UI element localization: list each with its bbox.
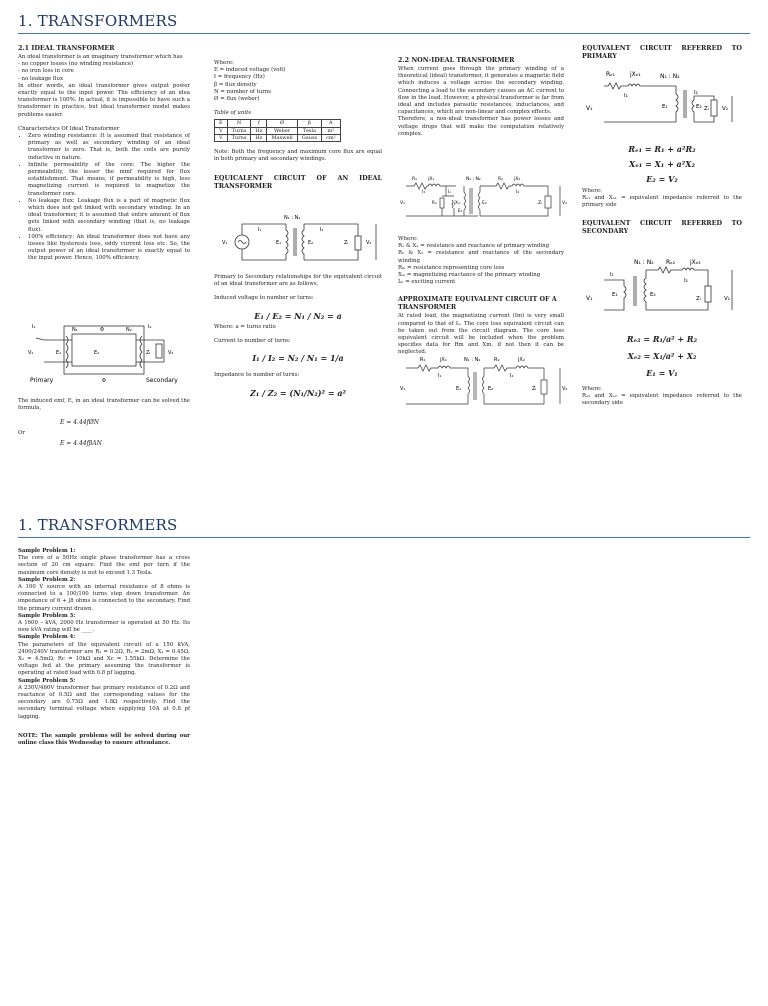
ideal-v1-label: V₁ <box>28 350 34 356</box>
emf-equation-1: E = 4.44fØN <box>60 419 99 427</box>
approx-e1-label: E₁ <box>456 386 462 392</box>
where-line: E = induced voltage (volt) <box>214 67 286 74</box>
ideal-n2-label: N₂ <box>126 327 132 333</box>
sample-problem <box>18 577 190 613</box>
ideal-v2-label: V₂ <box>168 350 174 356</box>
where-line: f = frequency (Hz) <box>214 74 265 81</box>
problem-title: Sample Problem 1: <box>18 548 76 554</box>
ref-primary-re1-label: Rₑ₁ <box>606 71 616 78</box>
title-rule <box>18 33 750 34</box>
emf-text: The induced emf, E, in an ideal transformer can be solved the formula, <box>18 398 190 412</box>
characteristic-item: • Infinite permeability of the core: The higher the permeability, the lesser the mmf required for flux establishment. That means, if permeability is high, less magnetizing current is required to magnetize the transformer core. <box>28 162 190 198</box>
ideal-intro-2: - no iron loss in core <box>18 68 74 75</box>
ideal-e2-label: E₂ <box>94 350 100 356</box>
ideal-intro-0: An ideal transformer is an imaginary transformer which has <box>18 54 183 60</box>
nonideal-where <box>398 236 564 357</box>
nonideal-where-line: Iₘ = exciting current <box>398 279 456 286</box>
nonideal-text: When current goes through the primary winding of a theoretical (ideal) transformer, it generates a magnetic field which induces a voltage across the secondary winding. Connecting a load to the secondary causes an AC current to flow in the load. However, a physical transformer is far from ideal and includes parasitic resistances, inductances, and capacitances, which are non-linear and complex effects. <box>398 66 564 116</box>
impedance-ratio-equation: Z₁ / Z₂ = (N₁/N₂)² = a² <box>249 387 347 398</box>
approx-circuit <box>398 352 566 412</box>
ref-secondary-where-text: Rₑ₂ and Xₑ₂ = equivalent impedance referred to the secondary side <box>582 392 742 407</box>
ref-primary-e2-label: E₂ <box>696 104 702 110</box>
ref-primary-v1-label: V₁ <box>586 105 593 112</box>
ref-secondary-jxe2-label: jXₑ₂ <box>690 259 701 266</box>
ref-primary-e1-label: E₁ <box>662 104 668 110</box>
units-cell: Hz <box>251 134 267 141</box>
problem-text: A 100 V source with an internal resistance of 8 ohms is connected to a 100/100 turns step down transformer. An impedance of 6 + j8 ohms is connected to the secondary. Find the primary current drawn. <box>18 584 190 612</box>
re2-equation: Rₑ₂ = R₁/a² + R₂ <box>626 334 698 344</box>
equiv-ideal-e2-label: E₂ <box>308 240 314 246</box>
units-cell: Tesla <box>297 127 321 134</box>
nonideal-i2-label: I₂ <box>516 190 520 195</box>
emf-equation-2: E = 4.44fβAN <box>60 439 102 447</box>
nonideal-v2-label: V₂ <box>562 201 567 206</box>
voltage-ratio-equation: E₁ / E₂ = N₁ / N₂ = a <box>254 310 342 321</box>
nonideal-e1-label: E₁ <box>458 208 463 213</box>
approx-r1-label: R₁ <box>420 357 426 363</box>
ref-secondary-v2-label: V₂ <box>724 296 730 302</box>
ideal-phi-label: Φ <box>100 327 104 333</box>
equiv-ideal-zl-label: Zₗ <box>344 240 349 246</box>
ref-secondary-equations <box>582 336 742 407</box>
ideal-primary-label: Primary <box>30 377 54 384</box>
sample-problem <box>18 548 190 577</box>
sample-problem <box>18 678 190 721</box>
ref-secondary-e2-label: E₂ <box>650 292 656 298</box>
ref-primary-circuit <box>584 66 742 132</box>
e2-v2-equation: E₂ = V₂ <box>646 174 678 185</box>
nonideal-zl-label: Zₗ <box>538 201 542 206</box>
problem-title: Sample Problem 3: <box>18 612 76 619</box>
heading-word: CIRCUIT <box>273 174 306 183</box>
ideal-zl-label: Zₗ <box>146 350 151 356</box>
approx-text: At rated load, the magnetizing current (Im) is very small compared to that of I₁. The core loss equivalent circuit can be taken out from the circuit diagram. The core loss equivalent circuit will be included when the problem specifies data for Rm and Xm, if not then it can be neglected. <box>398 313 564 356</box>
ref-secondary-i1-label: I₁ <box>610 272 614 278</box>
approx-jx1-label: jX₁ <box>440 357 447 363</box>
ref-primary-v2-label: V₂ <box>722 106 728 112</box>
table-row <box>215 127 341 134</box>
ideal-e1-label: E₁ <box>56 350 62 356</box>
nonideal-where-title: Where: <box>398 236 418 242</box>
ref-primary-zl-label: Zₗ <box>704 106 709 112</box>
heading-word: TO <box>731 44 742 52</box>
nonideal-where-line: R₂ & X₂ = resistance and reactance of the secondary winding <box>398 250 564 264</box>
nonideal-r1-label: R₁ <box>412 177 417 182</box>
final-note: NOTE: The sample problems will be solved during our online class this Wednesday to ensure attendance. <box>18 732 190 747</box>
heading-word: EQUIVALENT <box>582 219 631 228</box>
approx-heading: APPROXIMATE EQUIVALENT CIRCUIT OF A TRANSFORMER <box>398 295 557 312</box>
ideal-phi-bottom-label: Φ <box>102 378 106 384</box>
ref-primary-i1-label: I₁ <box>624 93 628 99</box>
impedance-label: Impedance to number of turns: <box>214 372 300 379</box>
problem-text: A 230V/460V transformer has primary resistance of 0.2Ω and reactance of 0.5Ω and the corresponding values for the secondary are 0.75Ω and 1.8Ω respectively. Find the secondary terminal voltage when supplying 10A at 0.8 pf lagging. <box>18 684 190 720</box>
ideal-intro-3: - no leakage flux <box>18 75 64 82</box>
xe1-equation: Xₑ₁ = X₁ + a²X₂ <box>629 159 695 170</box>
ref-primary-section <box>582 44 742 62</box>
ideal-i2-label: I₂ <box>148 324 152 330</box>
heading-word: IDEAL <box>359 174 382 183</box>
sample-problem <box>18 634 190 677</box>
equiv-ideal-heading-line2: TRANSFORMER <box>214 182 273 191</box>
emf-section <box>18 398 190 447</box>
problem-text: The core of a 50Hz single phase transformer has a cross section of 20 cm square. Find the emf per turn if the maximum core density is not to exceed 1.3 Tesla. <box>18 555 190 576</box>
where-block <box>214 60 382 192</box>
equiv-ideal-i1-label: I₁ <box>258 227 262 233</box>
nonideal-section <box>398 56 564 138</box>
ref-secondary-circuit <box>584 256 742 320</box>
re1-equation: Rₑ₁ = R₁ + a²R₂ <box>628 144 696 154</box>
ref-secondary-heading <box>582 219 742 227</box>
where-line: β = flux density <box>214 81 257 88</box>
nonideal-r2-label: R₂ <box>498 177 503 182</box>
nonideal-text-2: Therefore, a non-ideal transformer has power losses and voltage drops that will make the computation relatively complex. <box>398 116 564 137</box>
nonideal-ratio-label: N₁ : N₂ <box>466 177 481 182</box>
units-cell: Weber <box>267 127 297 134</box>
problem-title: Sample Problem 2: <box>18 576 76 583</box>
equiv-ideal-e1-label: E₁ <box>276 240 282 246</box>
where-line: Ø = flux (weber) <box>214 96 260 103</box>
ref-secondary-e1-label: E₁ <box>612 292 618 298</box>
current-label: Current to number of turns: <box>214 338 291 345</box>
equiv-ideal-ratio-label: N₁ : N₂ <box>284 215 301 221</box>
ref-primary-jxe1-label: jXₑ₁ <box>630 71 641 78</box>
units-cell: Hz <box>251 127 267 134</box>
heading-word: AN <box>337 174 349 183</box>
ideal-secondary-label: Secondary <box>146 377 178 384</box>
units-cell: E <box>215 120 228 127</box>
approx-ratio-label: N₁ : N₂ <box>464 357 481 363</box>
equiv-ideal-i2-label: I₂ <box>320 227 324 233</box>
equiv-ideal-v1-label: V₁ <box>222 240 228 246</box>
ref-secondary-heading-line2: SECONDARY <box>582 227 629 236</box>
units-cell: N <box>227 120 251 127</box>
ideal-i1-label: I₁ <box>32 324 36 330</box>
nonideal-where-line: Rₘ = resistance representing core loss <box>398 264 505 271</box>
where-line: N = number of turns <box>214 88 272 95</box>
nonideal-jx1-label: jX₁ <box>428 177 435 182</box>
heading-word: OF <box>316 174 327 183</box>
heading-word: REFERRED <box>681 44 723 52</box>
problem-title: Sample Problem 4: <box>18 634 76 641</box>
ref-secondary-zl-label: Zₗ <box>696 296 701 302</box>
sample-problems <box>18 548 190 747</box>
characteristics-heading: Characteristics Of Ideal Transformer <box>18 125 120 132</box>
current-ratio-equation: I₁ / I₂ = N₂ / N₁ = 1/a <box>252 353 344 364</box>
ideal-transformer-diagram <box>26 318 182 384</box>
nonideal-heading: 2.2 NON-IDEAL TRANSFORMER <box>398 56 515 64</box>
heading-word: TO <box>731 219 742 228</box>
problem-text: The parameters of the equivalent circuit of a 150 kVA, 2400/240V transformer are R₁ = 0.2Ω, R₂ = 2mΩ, X₁ = 0.45Ω, X₂ = 4.5mΩ, Rc = 10kΩ and Xc = 1.55kΩ. Determine the voltage fed at the primary assuming the transformer is operating at rated load with 0.8 pf lagging. <box>18 641 190 677</box>
ref-primary-i2-label: I₂ <box>694 90 698 96</box>
ref-primary-heading <box>582 44 742 52</box>
or-label: Or <box>18 429 25 436</box>
problem-text: A 1600 – kVA, 2000 Hz transformer is operated at 50 Hz. Its new kVA rating will be ____. <box>18 620 190 634</box>
units-cell: Gauss <box>297 134 321 141</box>
units-cell: Turns <box>227 134 251 141</box>
approx-v2-label: V₂ <box>562 386 568 392</box>
table-row <box>215 120 341 127</box>
units-cell: cm² <box>322 134 341 141</box>
heading-word: EQUIVALENT <box>582 44 631 52</box>
nonideal-jxm-label: jXₘ <box>454 200 461 205</box>
table-row <box>215 134 341 141</box>
units-table <box>214 119 341 142</box>
where-a-text: Where: a = turns ratio <box>214 323 276 330</box>
nonideal-where-line: Xₘ = magnetizing reactance of the primary winding <box>398 272 541 279</box>
nonideal-jx2-label: jX₂ <box>514 177 521 182</box>
nonideal-e2-label: E₂ <box>482 201 487 206</box>
ref-primary-equations <box>582 146 742 237</box>
units-cell: Turns <box>227 127 251 134</box>
heading-word: CIRCUIT <box>640 44 672 52</box>
heading-word: EQUICALENT <box>214 174 264 183</box>
e1-v1-equation: E₁ = V₁ <box>646 368 678 379</box>
equiv-ideal-v2-label: V₂ <box>366 240 372 246</box>
units-cell: Ø <box>267 120 297 127</box>
ideal-n1-label: N₁ <box>72 327 78 333</box>
equiv-ideal-circuit <box>216 210 382 266</box>
nonideal-rm-label: Rₘ <box>432 200 438 205</box>
where-title: Where: <box>214 60 234 66</box>
ideal-intro-4: In other words, an ideal transformer gives output power exactly equal to the input power. The efficiency of an idea transformer is 100%. In actual, it is impossible to have such a transformer in practice, but ideal transformer model makes problems easier. <box>18 82 190 118</box>
problem-title: Sample Problem 5: <box>18 677 76 684</box>
ref-secondary-i2-label: I₂ <box>684 278 688 284</box>
ideal-relationships <box>214 274 382 397</box>
ref-primary-heading-line2: PRIMARY <box>582 52 617 60</box>
units-cell: Maxwell <box>267 134 297 141</box>
units-cell: A <box>322 120 341 127</box>
page-title-2: 1. TRANSFORMERS <box>18 516 178 534</box>
nonideal-v1-label: V₁ <box>400 201 405 206</box>
ref-secondary-ratio-label: N₁ : N₂ <box>634 259 654 266</box>
ref-primary-where: Where: <box>582 187 602 194</box>
equiv-ideal-heading <box>214 174 382 182</box>
ref-secondary-v1-label: V₁ <box>586 295 593 302</box>
ref-secondary-re2-label: Rₑ₂ <box>666 259 676 266</box>
units-cell: β <box>297 120 321 127</box>
page-title: 1. TRANSFORMERS <box>18 12 178 30</box>
units-note: Note: Both the frequency and maximum core flux are equal in both primary and secondary windings. <box>214 149 382 163</box>
approx-i2-label: I₂ <box>510 373 514 379</box>
ideal-heading: 2.1 IDEAL TRANSFORMER <box>18 44 115 52</box>
title-rule-2 <box>18 537 750 538</box>
units-title: Table of units <box>214 110 252 117</box>
equiv-ideal-caption: Primary to Secondary relationships for the equivalent circuit of an ideal transformer are as follows, <box>214 274 382 288</box>
approx-r2-label: R₂ <box>494 357 500 363</box>
characteristic-item: • No leakage flux: Leakage flux is a part of magnetic flux which does not get linked with secondary winding. In an ideal transformer, it is assumed that entire amount of flux gets linked with secondary winding (that is, no leakage flux). <box>28 198 190 234</box>
units-cell: V <box>215 127 228 134</box>
ref-primary-ratio-label: N₁ : N₂ <box>660 73 680 80</box>
ref-primary-where-text: Rₑ₁ and Xₑ₁ = equivalent impedance referred to the primary side <box>582 194 742 209</box>
units-cell: f <box>251 120 267 127</box>
approx-e2-label: E₂ <box>488 386 494 392</box>
approx-jx2-label: jX₂ <box>518 357 525 363</box>
xe2-equation: Xₑ₂ = X₁/a² + X₂ <box>627 351 697 362</box>
heading-word: CIRCUIT <box>640 219 672 228</box>
nonideal-where-line: R₁ & X₁ = resistance and reactance of primary winding <box>398 243 550 250</box>
characteristic-item: • Zero winding resistance: It is assumed that resistance of primary as well as secondary winding of an ideal transformer is zero. That is, both the coils are purely inductive in nature. <box>28 133 190 162</box>
approx-i1-label: I₁ <box>438 373 442 379</box>
units-cell: V <box>215 134 228 141</box>
ideal-transformer-section <box>18 44 190 263</box>
characteristic-item: • 100% efficiency: An ideal transformer does not have any losses like hysteresis loss, eddy current loss etc. So, the output power of an ideal transformer is exactly equal to the input power. Hence, 100% efficiency. <box>28 234 190 263</box>
sample-problem <box>18 613 190 635</box>
units-cell: m² <box>322 127 341 134</box>
induced-voltage-label: Induced voltage to number or turns: <box>214 295 314 302</box>
heading-word: REFERRED <box>681 219 723 228</box>
characteristics-list <box>18 133 190 263</box>
approx-v1-label: V₁ <box>400 386 406 392</box>
nonideal-i1-label: I₁ <box>422 190 426 195</box>
ref-secondary-where: Where: <box>582 385 602 392</box>
nonideal-io-label: Iₒ <box>448 190 452 195</box>
approx-zl-label: Zₗ <box>532 386 537 392</box>
ideal-intro-1: - no copper losses (no winding resistance) <box>18 61 134 68</box>
nonideal-circuit <box>398 172 566 224</box>
